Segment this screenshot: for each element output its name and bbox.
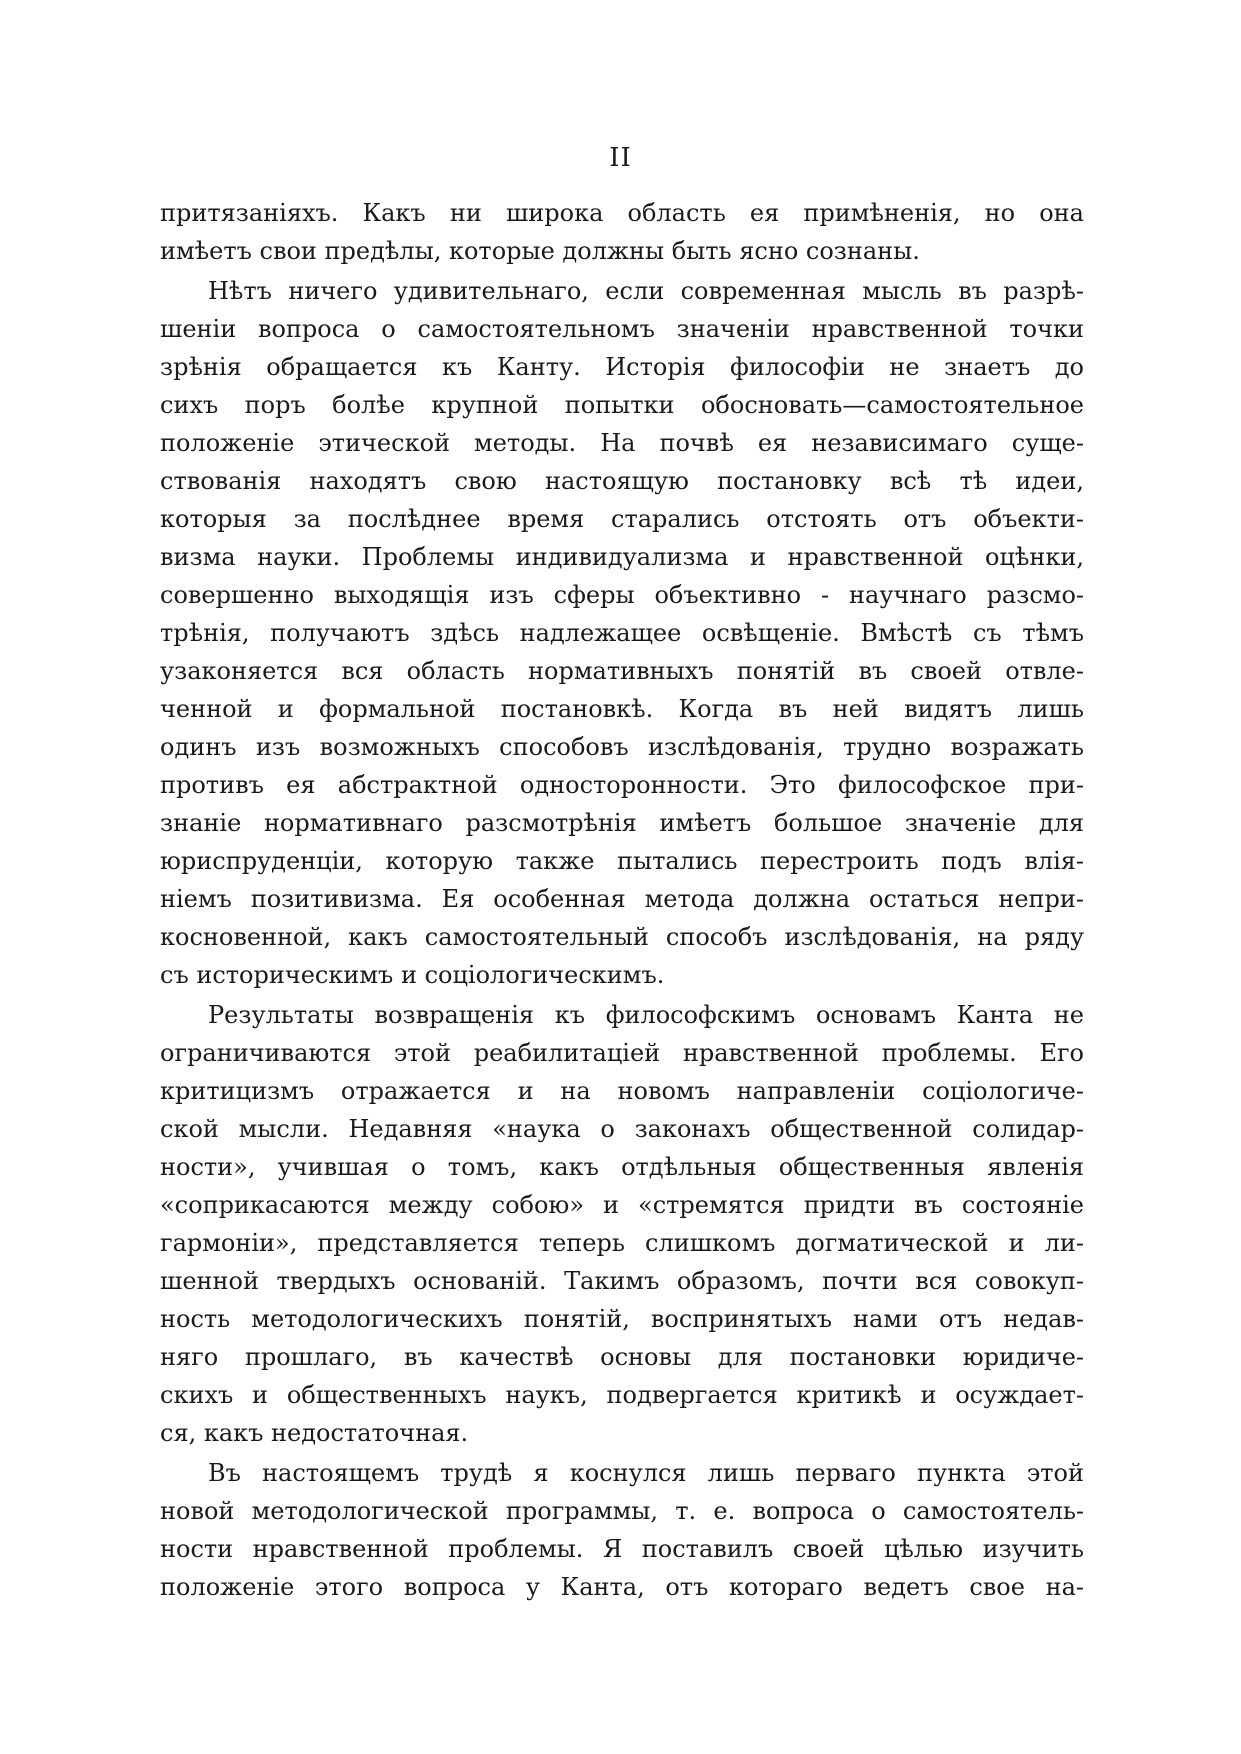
text-line: ся, какъ недостаточная.	[160, 1419, 469, 1447]
text-line: ности нравственной проблемы. Я поставилъ своей цѣлью изучить	[160, 1535, 1084, 1563]
text-line: Въ настоящемъ трудѣ я коснулся лишь перваго пункта этой	[208, 1459, 1084, 1487]
text-line: шенной твердыхъ основаній. Такимъ образомъ, почти вся совокуп-	[160, 1267, 1084, 1295]
text-line: которыя за послѣднее время старались отстоять отъ объекти-	[160, 505, 1084, 533]
text-line: съ историческимъ и соціологическимъ.	[160, 961, 665, 989]
text-line: Нѣтъ ничего удивительнаго, если современная мысль въ разрѣ-	[208, 277, 1084, 305]
text-line: ствованія находятъ свою настоящую постановку всѣ тѣ идеи,	[160, 467, 1084, 495]
text-line: юриспруденціи, которую также пытались перестроить подъ влія-	[160, 847, 1084, 875]
text-line: гармоніи», представляется теперь слишкомъ догматической и ли-	[160, 1229, 1084, 1257]
text-line: противъ ея абстрактной односторонности. Это философское при-	[160, 771, 1084, 799]
text-line: положеніе этого вопроса у Канта, отъ котораго ведетъ свое на-	[160, 1573, 1084, 1601]
text-line: новой методологической программы, т. е. вопроса о самостоятель-	[160, 1497, 1084, 1525]
text-line: скихъ и общественныхъ наукъ, подвергается критикѣ и осуждает-	[160, 1381, 1084, 1409]
text-line: косновенной, какъ самостоятельный способъ изслѣдованія, на ряду	[160, 923, 1084, 951]
text-line: сихъ поръ болѣе крупной попытки обосновать—самостоятельное	[160, 391, 1084, 419]
text-line: одинъ изъ возможныхъ способовъ изслѣдованія, трудно возражать	[160, 733, 1084, 761]
paragraph	[160, 996, 1084, 1452]
text-line: ность методологическихъ понятій, воспринятыхъ нами отъ недав-	[160, 1305, 1084, 1333]
text-line: узаконяется вся область нормативныхъ понятій въ своей отвле-	[160, 657, 1084, 685]
text-line: ности», учившая о томъ, какъ отдѣльныя общественныя явленія	[160, 1153, 1084, 1181]
text-line: шеніи вопроса о самостоятельномъ значеніи нравственной точки	[160, 315, 1084, 343]
body-text	[160, 194, 1084, 1606]
text-line: имѣетъ свои предѣлы, которые должны быть ясно сознаны.	[160, 237, 920, 265]
text-line: критицизмъ отражается и на новомъ направленіи соціологиче-	[160, 1077, 1084, 1105]
text-line: совершенно выходящія изъ сферы объективно - научнаго разсмо-	[160, 581, 1084, 609]
text-line: Результаты возвращенія къ философскимъ основамъ Канта не	[208, 1001, 1084, 1029]
paragraph	[160, 1454, 1084, 1606]
text-line: трѣнія, получаютъ здѣсь надлежащее освѣщеніе. Вмѣстѣ съ тѣмъ	[160, 619, 1084, 647]
text-line: ченной и формальной постановкѣ. Когда въ ней видятъ лишь	[160, 695, 1084, 723]
paragraph	[160, 194, 1084, 270]
text-line: знаніе нормативнаго разсмотрѣнія имѣетъ большое значеніе для	[160, 809, 1084, 837]
text-line: няго прошлаго, въ качествѣ основы для постановки юридиче-	[160, 1343, 1084, 1371]
paragraph	[160, 272, 1084, 994]
text-line: визма науки. Проблемы индивидуализма и нравственной оцѣнки,	[160, 543, 1084, 571]
text-line: ской мысли. Недавняя «наука о законахъ общественной солидар-	[160, 1115, 1084, 1143]
text-line: притязаніяхъ. Какъ ни широка область ея примѣненія, но она	[160, 199, 1084, 227]
text-line: «соприкасаются между собою» и «стремятся придти въ состояніе	[160, 1191, 1084, 1219]
text-line: зрѣнія обращается къ Канту. Исторія философіи не знаетъ до	[160, 353, 1084, 381]
text-line: ограничиваются этой реабилитаціей нравственной проблемы. Его	[160, 1039, 1084, 1067]
text-line: ніемъ позитивизма. Ея особенная метода должна остаться непри-	[160, 885, 1084, 913]
text-line: положеніе этической методы. На почвѣ ея независимаго суще-	[160, 429, 1084, 457]
page-number: II	[609, 143, 632, 173]
